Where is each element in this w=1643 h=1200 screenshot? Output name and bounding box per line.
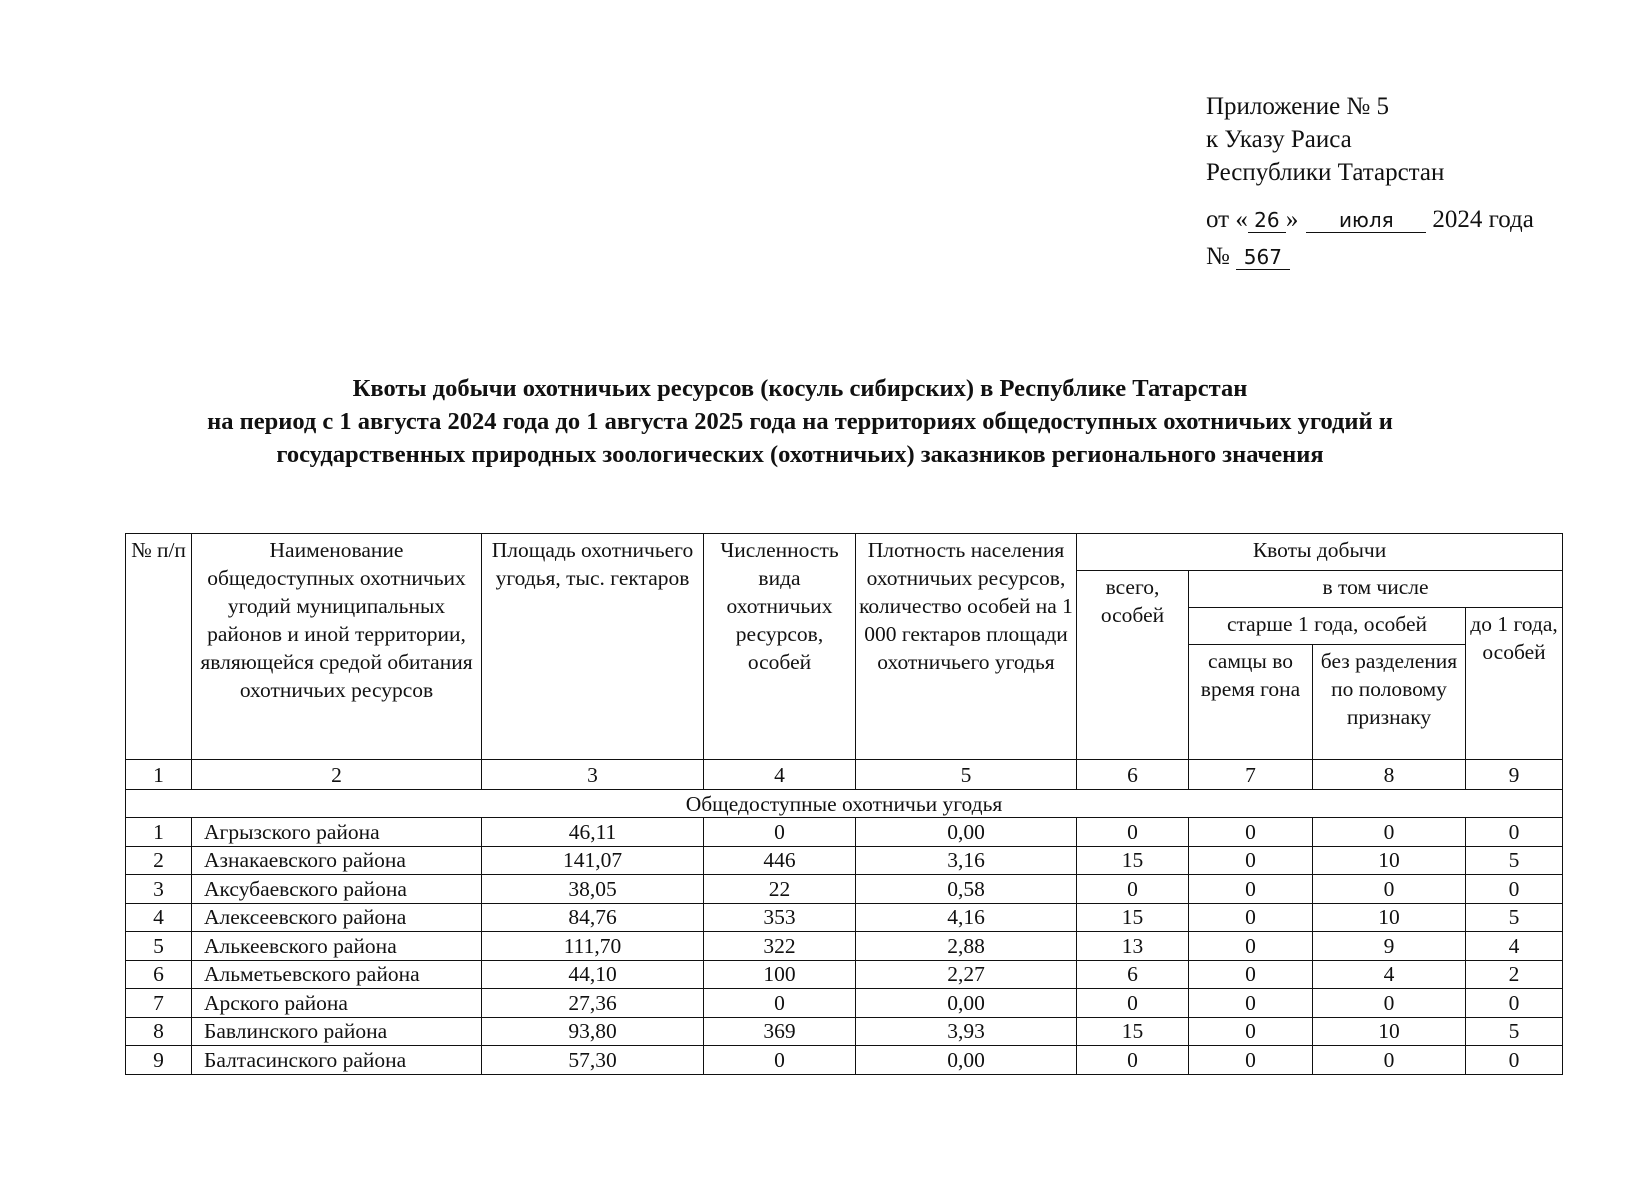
nosex-quota: 10 — [1313, 846, 1466, 875]
row-number: 8 — [126, 1017, 192, 1046]
column-number: 5 — [856, 760, 1077, 790]
under1-quota: 0 — [1466, 818, 1563, 847]
column-number: 7 — [1189, 760, 1313, 790]
under1-quota: 4 — [1466, 932, 1563, 961]
under1-quota: 5 — [1466, 1017, 1563, 1046]
title-line-1: Квоты добычи охотничьих ресурсов (косуль сибирских) в Республике Татарстан — [352, 375, 1248, 402]
table-row — [126, 989, 1563, 1018]
area-value: 46,11 — [482, 818, 704, 847]
row-number: 9 — [126, 1046, 192, 1075]
quota-table-body — [126, 760, 1563, 1075]
population-value: 22 — [704, 875, 856, 904]
males-quota: 0 — [1189, 1017, 1313, 1046]
column-number: 1 — [126, 760, 192, 790]
table-row — [126, 932, 1563, 961]
district-name: Азнакаевского района — [192, 846, 482, 875]
header-population: Численность вида охотничьих ресурсов, особей — [704, 534, 856, 760]
district-name: Балтасинского района — [192, 1046, 482, 1075]
density-value: 2,88 — [856, 932, 1077, 961]
appendix-block — [1206, 90, 1534, 273]
district-name: Арского района — [192, 989, 482, 1018]
header-including: в том числе — [1189, 571, 1563, 608]
header-males: самцы во время гона — [1189, 645, 1313, 760]
title-line-3: государственных природных зоологических (охотничьих) заказников регионального значения — [276, 441, 1324, 468]
population-value: 100 — [704, 960, 856, 989]
row-number: 5 — [126, 932, 192, 961]
population-value: 0 — [704, 989, 856, 1018]
males-quota: 0 — [1189, 960, 1313, 989]
column-number: 6 — [1077, 760, 1189, 790]
population-value: 369 — [704, 1017, 856, 1046]
under1-quota: 2 — [1466, 960, 1563, 989]
row-number: 3 — [126, 875, 192, 904]
header-name: Наименование общедоступных охотничьих угодий муниципальных районов и иной территории, являющейся средой обитания охотничьих ресурсов — [192, 534, 482, 760]
area-value: 44,10 — [482, 960, 704, 989]
district-name: Алькеевского района — [192, 932, 482, 961]
date-day: 26 — [1248, 208, 1286, 233]
row-number: 1 — [126, 818, 192, 847]
column-numbers-row — [126, 760, 1563, 790]
males-quota: 0 — [1189, 846, 1313, 875]
density-value: 2,27 — [856, 960, 1077, 989]
header-under1: до 1 года, особей — [1466, 608, 1563, 760]
row-number: 6 — [126, 960, 192, 989]
area-value: 38,05 — [482, 875, 704, 904]
total-quota: 0 — [1077, 818, 1189, 847]
header-density: Плотность населения охотничьих ресурсов, количество особей на 1 000 гектаров площади охотничьего угодья — [856, 534, 1077, 760]
area-value: 84,76 — [482, 903, 704, 932]
table-row — [126, 846, 1563, 875]
document-title — [100, 372, 1500, 471]
row-number: 2 — [126, 846, 192, 875]
nosex-quota: 10 — [1313, 903, 1466, 932]
area-value: 93,80 — [482, 1017, 704, 1046]
density-value: 0,00 — [856, 989, 1077, 1018]
district-name: Аксубаевского района — [192, 875, 482, 904]
quota-table — [125, 533, 1563, 1075]
table-row — [126, 903, 1563, 932]
total-quota: 0 — [1077, 1046, 1189, 1075]
total-quota: 0 — [1077, 989, 1189, 1018]
date-year: 2024 года — [1432, 206, 1534, 233]
area-value: 141,07 — [482, 846, 704, 875]
number-prefix: № — [1206, 243, 1230, 270]
under1-quota: 0 — [1466, 875, 1563, 904]
area-value: 27,36 — [482, 989, 704, 1018]
appendix-line-2: к Указу Раиса — [1206, 126, 1352, 153]
total-quota: 13 — [1077, 932, 1189, 961]
population-value: 0 — [704, 818, 856, 847]
appendix-number — [1206, 240, 1534, 273]
density-value: 0,00 — [856, 1046, 1077, 1075]
appendix-line-1: Приложение № 5 — [1206, 93, 1390, 120]
column-number: 2 — [192, 760, 482, 790]
date-month: июля — [1306, 208, 1426, 233]
table-row — [126, 1017, 1563, 1046]
males-quota: 0 — [1189, 903, 1313, 932]
header-nosex: без разделения по половому признаку — [1313, 645, 1466, 760]
nosex-quota: 10 — [1313, 1017, 1466, 1046]
males-quota: 0 — [1189, 818, 1313, 847]
total-quota: 15 — [1077, 903, 1189, 932]
total-quota: 0 — [1077, 875, 1189, 904]
district-name: Бавлинского района — [192, 1017, 482, 1046]
population-value: 446 — [704, 846, 856, 875]
table-row — [126, 960, 1563, 989]
males-quota: 0 — [1189, 1046, 1313, 1075]
table-row — [126, 875, 1563, 904]
nosex-quota: 0 — [1313, 1046, 1466, 1075]
nosex-quota: 0 — [1313, 818, 1466, 847]
district-name: Альметьевского района — [192, 960, 482, 989]
header-total: всего, особей — [1077, 571, 1189, 760]
district-name: Алексеевского района — [192, 903, 482, 932]
title-line-2: на период с 1 августа 2024 года до 1 августа 2025 года на территориях общедоступных охотничьих угодий и — [207, 408, 1393, 435]
area-value: 57,30 — [482, 1046, 704, 1075]
population-value: 353 — [704, 903, 856, 932]
table-row — [126, 818, 1563, 847]
population-value: 0 — [704, 1046, 856, 1075]
males-quota: 0 — [1189, 932, 1313, 961]
nosex-quota: 9 — [1313, 932, 1466, 961]
males-quota: 0 — [1189, 989, 1313, 1018]
row-number: 7 — [126, 989, 192, 1018]
row-number: 4 — [126, 903, 192, 932]
section-row — [126, 790, 1563, 818]
total-quota: 6 — [1077, 960, 1189, 989]
date-prefix: от « — [1206, 206, 1248, 233]
density-value: 4,16 — [856, 903, 1077, 932]
nosex-quota: 0 — [1313, 989, 1466, 1018]
header-area: Площадь охотничьего угодья, тыс. гектаров — [482, 534, 704, 760]
density-value: 3,93 — [856, 1017, 1077, 1046]
nosex-quota: 4 — [1313, 960, 1466, 989]
density-value: 3,16 — [856, 846, 1077, 875]
total-quota: 15 — [1077, 846, 1189, 875]
column-number: 9 — [1466, 760, 1563, 790]
density-value: 0,00 — [856, 818, 1077, 847]
males-quota: 0 — [1189, 875, 1313, 904]
column-number: 3 — [482, 760, 704, 790]
nosex-quota: 0 — [1313, 875, 1466, 904]
area-value: 111,70 — [482, 932, 704, 961]
total-quota: 15 — [1077, 1017, 1189, 1046]
under1-quota: 0 — [1466, 1046, 1563, 1075]
date-close: » — [1285, 206, 1299, 233]
population-value: 322 — [704, 932, 856, 961]
header-num: № п/п — [126, 534, 192, 760]
density-value: 0,58 — [856, 875, 1077, 904]
header-older: старше 1 года, особей — [1189, 608, 1466, 645]
under1-quota: 5 — [1466, 903, 1563, 932]
district-name: Агрызского района — [192, 818, 482, 847]
table-row — [126, 1046, 1563, 1075]
column-number: 4 — [704, 760, 856, 790]
header-quota: Квоты добычи — [1077, 534, 1563, 571]
appendix-date — [1206, 203, 1534, 236]
section-title: Общедоступные охотничьи угодья — [126, 790, 1563, 818]
appendix-line-3: Республики Татарстан — [1206, 159, 1445, 186]
under1-quota: 0 — [1466, 989, 1563, 1018]
column-number: 8 — [1313, 760, 1466, 790]
number-value: 567 — [1236, 245, 1290, 270]
under1-quota: 5 — [1466, 846, 1563, 875]
